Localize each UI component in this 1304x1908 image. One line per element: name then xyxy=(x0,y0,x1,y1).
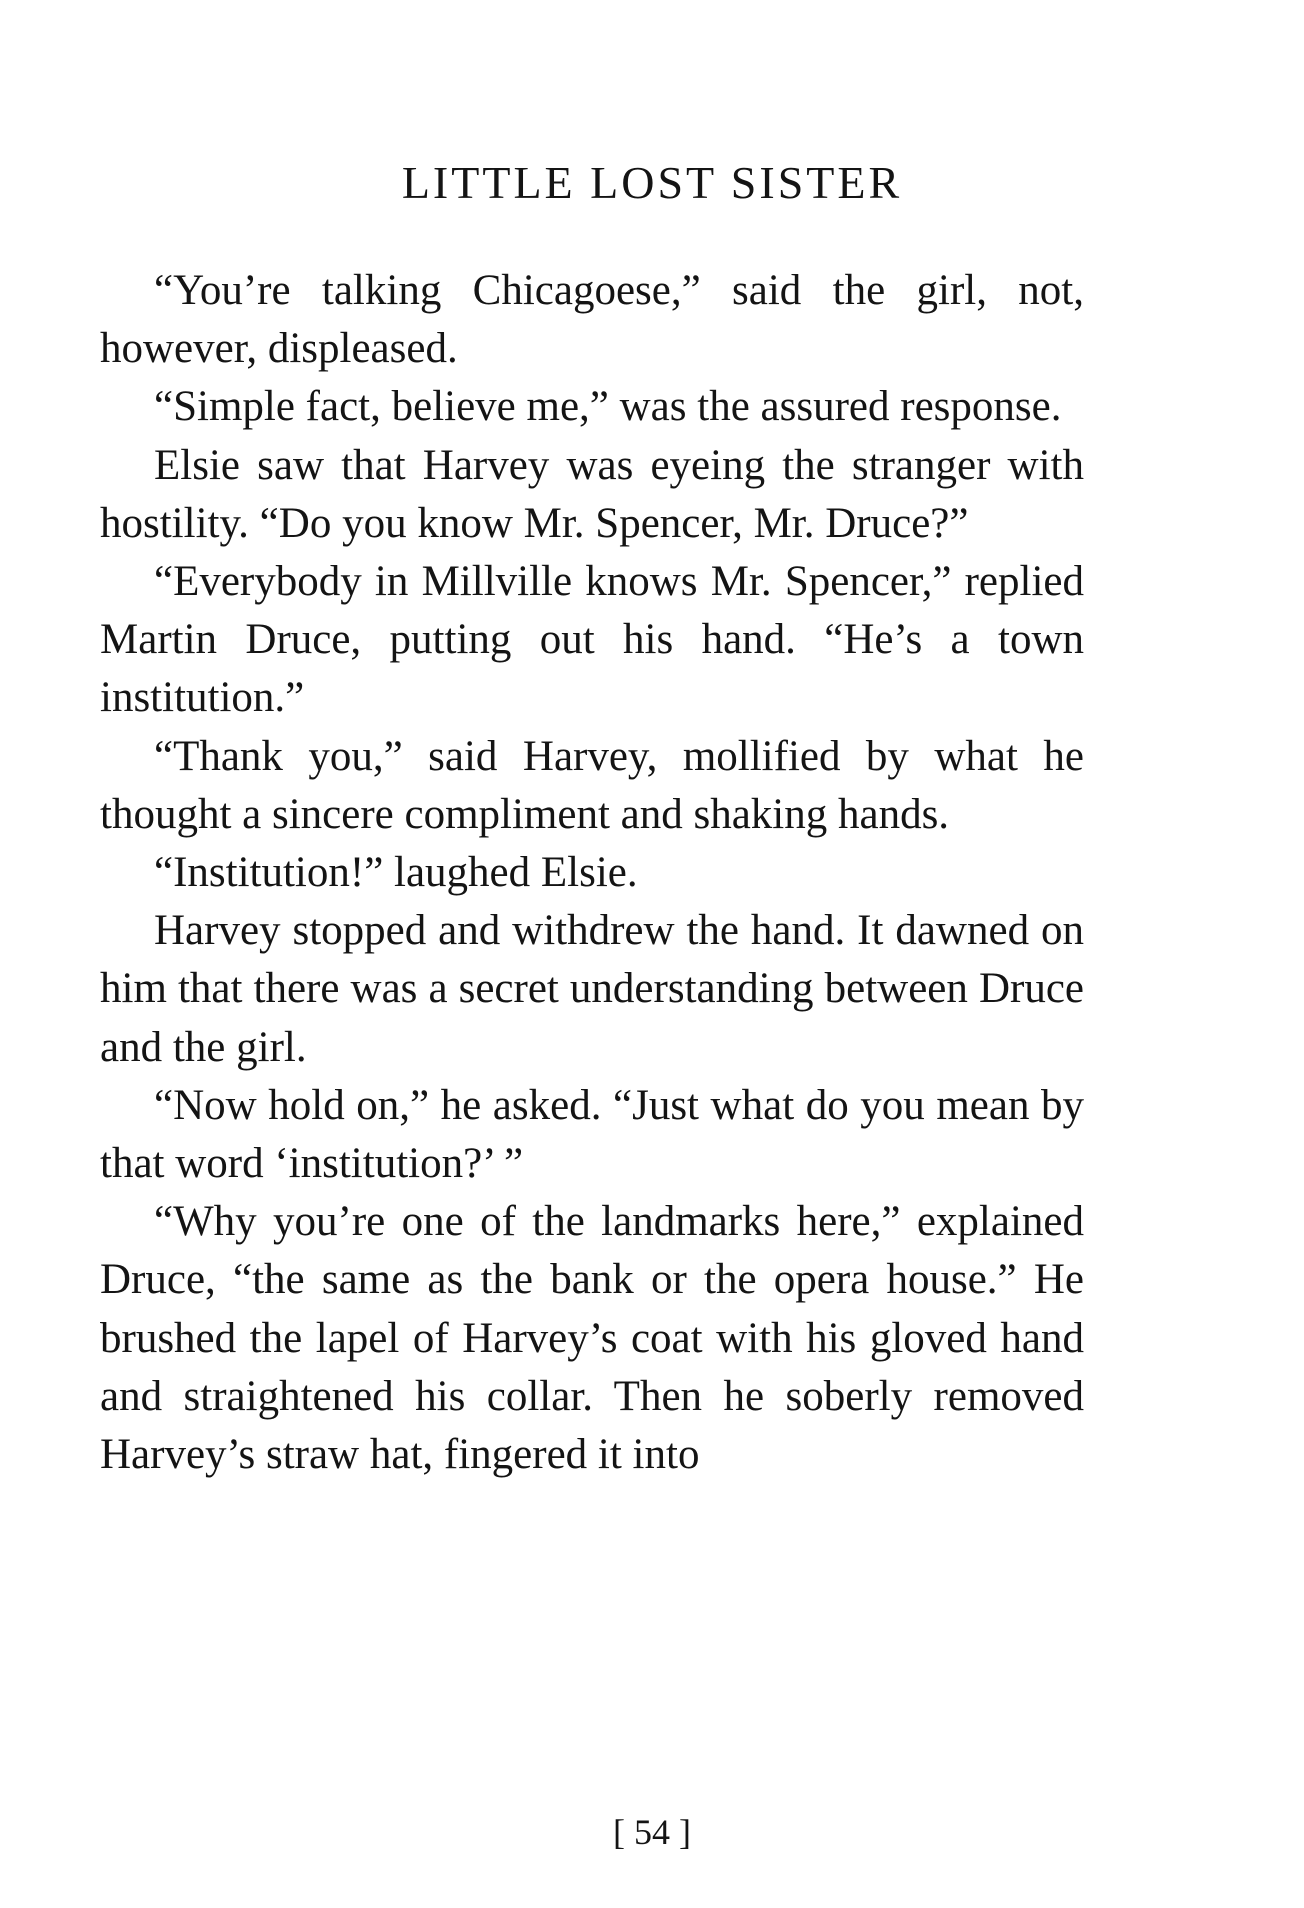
paragraph: “Simple fact, believe me,” was the assured response. xyxy=(154,383,1062,431)
paragraph: “Everybody in Millville knows Mr. Spencer,” replied Martin Druce, putting out his hand. “He’s a town institution.” xyxy=(100,558,1084,722)
paragraph: Elsie saw that Harvey was eyeing the stranger with hostility. “Do you know Mr. Spencer, Mr. Druce?” xyxy=(100,441,1084,547)
paragraph: Harvey stopped and withdrew the hand. It dawned on him that there was a secret understanding between Druce and the girl. xyxy=(100,907,1084,1071)
paragraph: “Why you’re one of the landmarks here,” explained Druce, “the same as the bank or the opera house.” He brushed the lapel of Harvey’s coat with his gloved hand and straightened his collar. Then he soberly removed Harvey’s straw hat, fingered it into xyxy=(100,1198,1084,1479)
paragraph: “You’re talking Chicagoese,” said the girl, not, however, displeased. xyxy=(100,267,1084,373)
paragraph: “Institution!” laughed Elsie. xyxy=(154,849,638,897)
body-text xyxy=(100,262,1084,1484)
page-number: [ 54 ] xyxy=(613,1812,691,1852)
paragraph: “Now hold on,” he asked. “Just what do you mean by that word ‘institution?’ ” xyxy=(100,1081,1084,1188)
running-head: LITTLE LOST SISTER xyxy=(401,157,903,208)
paragraph: “Thank you,” said Harvey, mollified by what he thought a sincere compliment and shaking hands. xyxy=(100,732,1084,838)
